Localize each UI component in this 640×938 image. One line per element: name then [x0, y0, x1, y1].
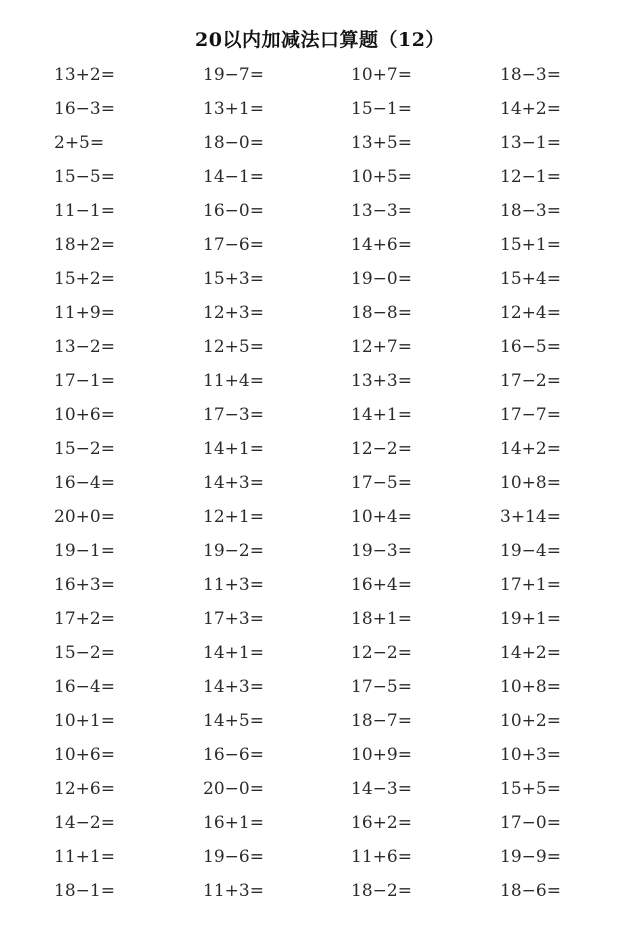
arithmetic-problem: 18−3=	[500, 65, 561, 85]
arithmetic-problem: 14+2=	[500, 439, 561, 459]
arithmetic-problem: 12+1=	[203, 507, 264, 527]
problem-row	[0, 844, 640, 878]
arithmetic-problem: 19−7=	[203, 65, 264, 85]
arithmetic-problem: 18−8=	[351, 303, 412, 323]
arithmetic-problem: 13−1=	[500, 133, 561, 153]
problem-row	[0, 708, 640, 742]
problem-row	[0, 470, 640, 504]
problem-row	[0, 436, 640, 470]
arithmetic-problem: 14+1=	[203, 439, 264, 459]
arithmetic-problem: 11+3=	[203, 881, 264, 901]
arithmetic-problem: 16−4=	[54, 473, 115, 493]
arithmetic-problem: 17+3=	[203, 609, 264, 629]
arithmetic-problem: 17−6=	[203, 235, 264, 255]
arithmetic-problem: 14+1=	[203, 643, 264, 663]
arithmetic-problem: 16+2=	[351, 813, 412, 833]
arithmetic-problem: 16−5=	[500, 337, 561, 357]
arithmetic-problem: 15+5=	[500, 779, 561, 799]
arithmetic-problem: 18−7=	[351, 711, 412, 731]
arithmetic-problem: 18−0=	[203, 133, 264, 153]
problem-row	[0, 878, 640, 912]
arithmetic-problem: 18−6=	[500, 881, 561, 901]
arithmetic-problem: 17+1=	[500, 575, 561, 595]
arithmetic-problem: 10+2=	[500, 711, 561, 731]
arithmetic-problem: 19−6=	[203, 847, 264, 867]
arithmetic-problem: 17−7=	[500, 405, 561, 425]
arithmetic-problem: 10+1=	[54, 711, 115, 731]
arithmetic-problem: 14+3=	[203, 473, 264, 493]
arithmetic-problem: 2+5=	[54, 133, 105, 153]
arithmetic-problem: 19−9=	[500, 847, 561, 867]
arithmetic-problem: 10+6=	[54, 745, 115, 765]
arithmetic-problem: 14+5=	[203, 711, 264, 731]
arithmetic-problem: 13−2=	[54, 337, 115, 357]
arithmetic-problem: 14−2=	[54, 813, 115, 833]
problem-row	[0, 606, 640, 640]
problem-row	[0, 674, 640, 708]
problem-row	[0, 164, 640, 198]
arithmetic-problem: 14+1=	[351, 405, 412, 425]
arithmetic-problem: 3+14=	[500, 507, 561, 527]
arithmetic-problem: 16+3=	[54, 575, 115, 595]
arithmetic-problem: 12−2=	[351, 643, 412, 663]
arithmetic-problem: 15−1=	[351, 99, 412, 119]
arithmetic-problem: 20−0=	[203, 779, 264, 799]
arithmetic-problem: 12−1=	[500, 167, 561, 187]
problem-row	[0, 640, 640, 674]
arithmetic-problem: 19−2=	[203, 541, 264, 561]
arithmetic-problem: 10+3=	[500, 745, 561, 765]
arithmetic-problem: 15−2=	[54, 643, 115, 663]
arithmetic-problem: 15−2=	[54, 439, 115, 459]
arithmetic-problem: 10+4=	[351, 507, 412, 527]
problem-row	[0, 198, 640, 232]
worksheet-title: 20以内加减法口算题（12）	[195, 29, 445, 51]
arithmetic-problem: 10+8=	[500, 677, 561, 697]
arithmetic-problem: 15+3=	[203, 269, 264, 289]
arithmetic-problem: 17+2=	[54, 609, 115, 629]
arithmetic-problem: 19−1=	[54, 541, 115, 561]
problem-row	[0, 368, 640, 402]
arithmetic-problem: 11−1=	[54, 201, 115, 221]
problem-row	[0, 232, 640, 266]
arithmetic-problem: 17−5=	[351, 473, 412, 493]
problem-row	[0, 300, 640, 334]
arithmetic-problem: 18+1=	[351, 609, 412, 629]
arithmetic-problem: 20+0=	[54, 507, 115, 527]
problem-row	[0, 538, 640, 572]
arithmetic-problem: 18+2=	[54, 235, 115, 255]
problem-row	[0, 266, 640, 300]
arithmetic-problem: 11+4=	[203, 371, 264, 391]
arithmetic-problem: 17−5=	[351, 677, 412, 697]
arithmetic-problem: 10+6=	[54, 405, 115, 425]
arithmetic-problem: 16−4=	[54, 677, 115, 697]
arithmetic-problem: 15+1=	[500, 235, 561, 255]
arithmetic-problem: 11+3=	[203, 575, 264, 595]
problem-row	[0, 62, 640, 96]
arithmetic-problem: 10+8=	[500, 473, 561, 493]
arithmetic-problem: 14−3=	[351, 779, 412, 799]
arithmetic-problem: 11+1=	[54, 847, 115, 867]
arithmetic-problem: 14+2=	[500, 99, 561, 119]
arithmetic-problem: 16−0=	[203, 201, 264, 221]
arithmetic-problem: 14−1=	[203, 167, 264, 187]
problem-row	[0, 742, 640, 776]
arithmetic-problem: 10+9=	[351, 745, 412, 765]
problem-row	[0, 572, 640, 606]
arithmetic-problem: 13+3=	[351, 371, 412, 391]
arithmetic-problem: 12+7=	[351, 337, 412, 357]
arithmetic-problem: 15+2=	[54, 269, 115, 289]
arithmetic-problem: 18−2=	[351, 881, 412, 901]
arithmetic-problem: 19−0=	[351, 269, 412, 289]
arithmetic-problem: 15−5=	[54, 167, 115, 187]
arithmetic-problem: 12+3=	[203, 303, 264, 323]
arithmetic-problem: 11+9=	[54, 303, 115, 323]
arithmetic-problem: 14+6=	[351, 235, 412, 255]
arithmetic-problem: 13+1=	[203, 99, 264, 119]
arithmetic-problem: 17−0=	[500, 813, 561, 833]
arithmetic-problem: 16+1=	[203, 813, 264, 833]
arithmetic-problem: 13+2=	[54, 65, 115, 85]
arithmetic-problem: 16+4=	[351, 575, 412, 595]
arithmetic-problem: 14+2=	[500, 643, 561, 663]
arithmetic-problem: 19−3=	[351, 541, 412, 561]
arithmetic-problem: 13+5=	[351, 133, 412, 153]
problem-row	[0, 334, 640, 368]
arithmetic-problem: 16−6=	[203, 745, 264, 765]
arithmetic-problem: 12−2=	[351, 439, 412, 459]
arithmetic-problem: 18−3=	[500, 201, 561, 221]
arithmetic-problem: 16−3=	[54, 99, 115, 119]
problem-row	[0, 504, 640, 538]
arithmetic-problem: 15+4=	[500, 269, 561, 289]
problem-row	[0, 810, 640, 844]
problem-row	[0, 96, 640, 130]
problem-row	[0, 130, 640, 164]
problem-grid	[0, 62, 640, 912]
arithmetic-problem: 14+3=	[203, 677, 264, 697]
arithmetic-problem: 11+6=	[351, 847, 412, 867]
arithmetic-problem: 19−4=	[500, 541, 561, 561]
arithmetic-problem: 10+7=	[351, 65, 412, 85]
problem-row	[0, 776, 640, 810]
arithmetic-problem: 17−3=	[203, 405, 264, 425]
arithmetic-problem: 12+4=	[500, 303, 561, 323]
arithmetic-problem: 17−1=	[54, 371, 115, 391]
arithmetic-problem: 12+6=	[54, 779, 115, 799]
arithmetic-problem: 18−1=	[54, 881, 115, 901]
arithmetic-problem: 10+5=	[351, 167, 412, 187]
arithmetic-problem: 13−3=	[351, 201, 412, 221]
arithmetic-problem: 17−2=	[500, 371, 561, 391]
problem-row	[0, 402, 640, 436]
arithmetic-problem: 19+1=	[500, 609, 561, 629]
arithmetic-problem: 12+5=	[203, 337, 264, 357]
